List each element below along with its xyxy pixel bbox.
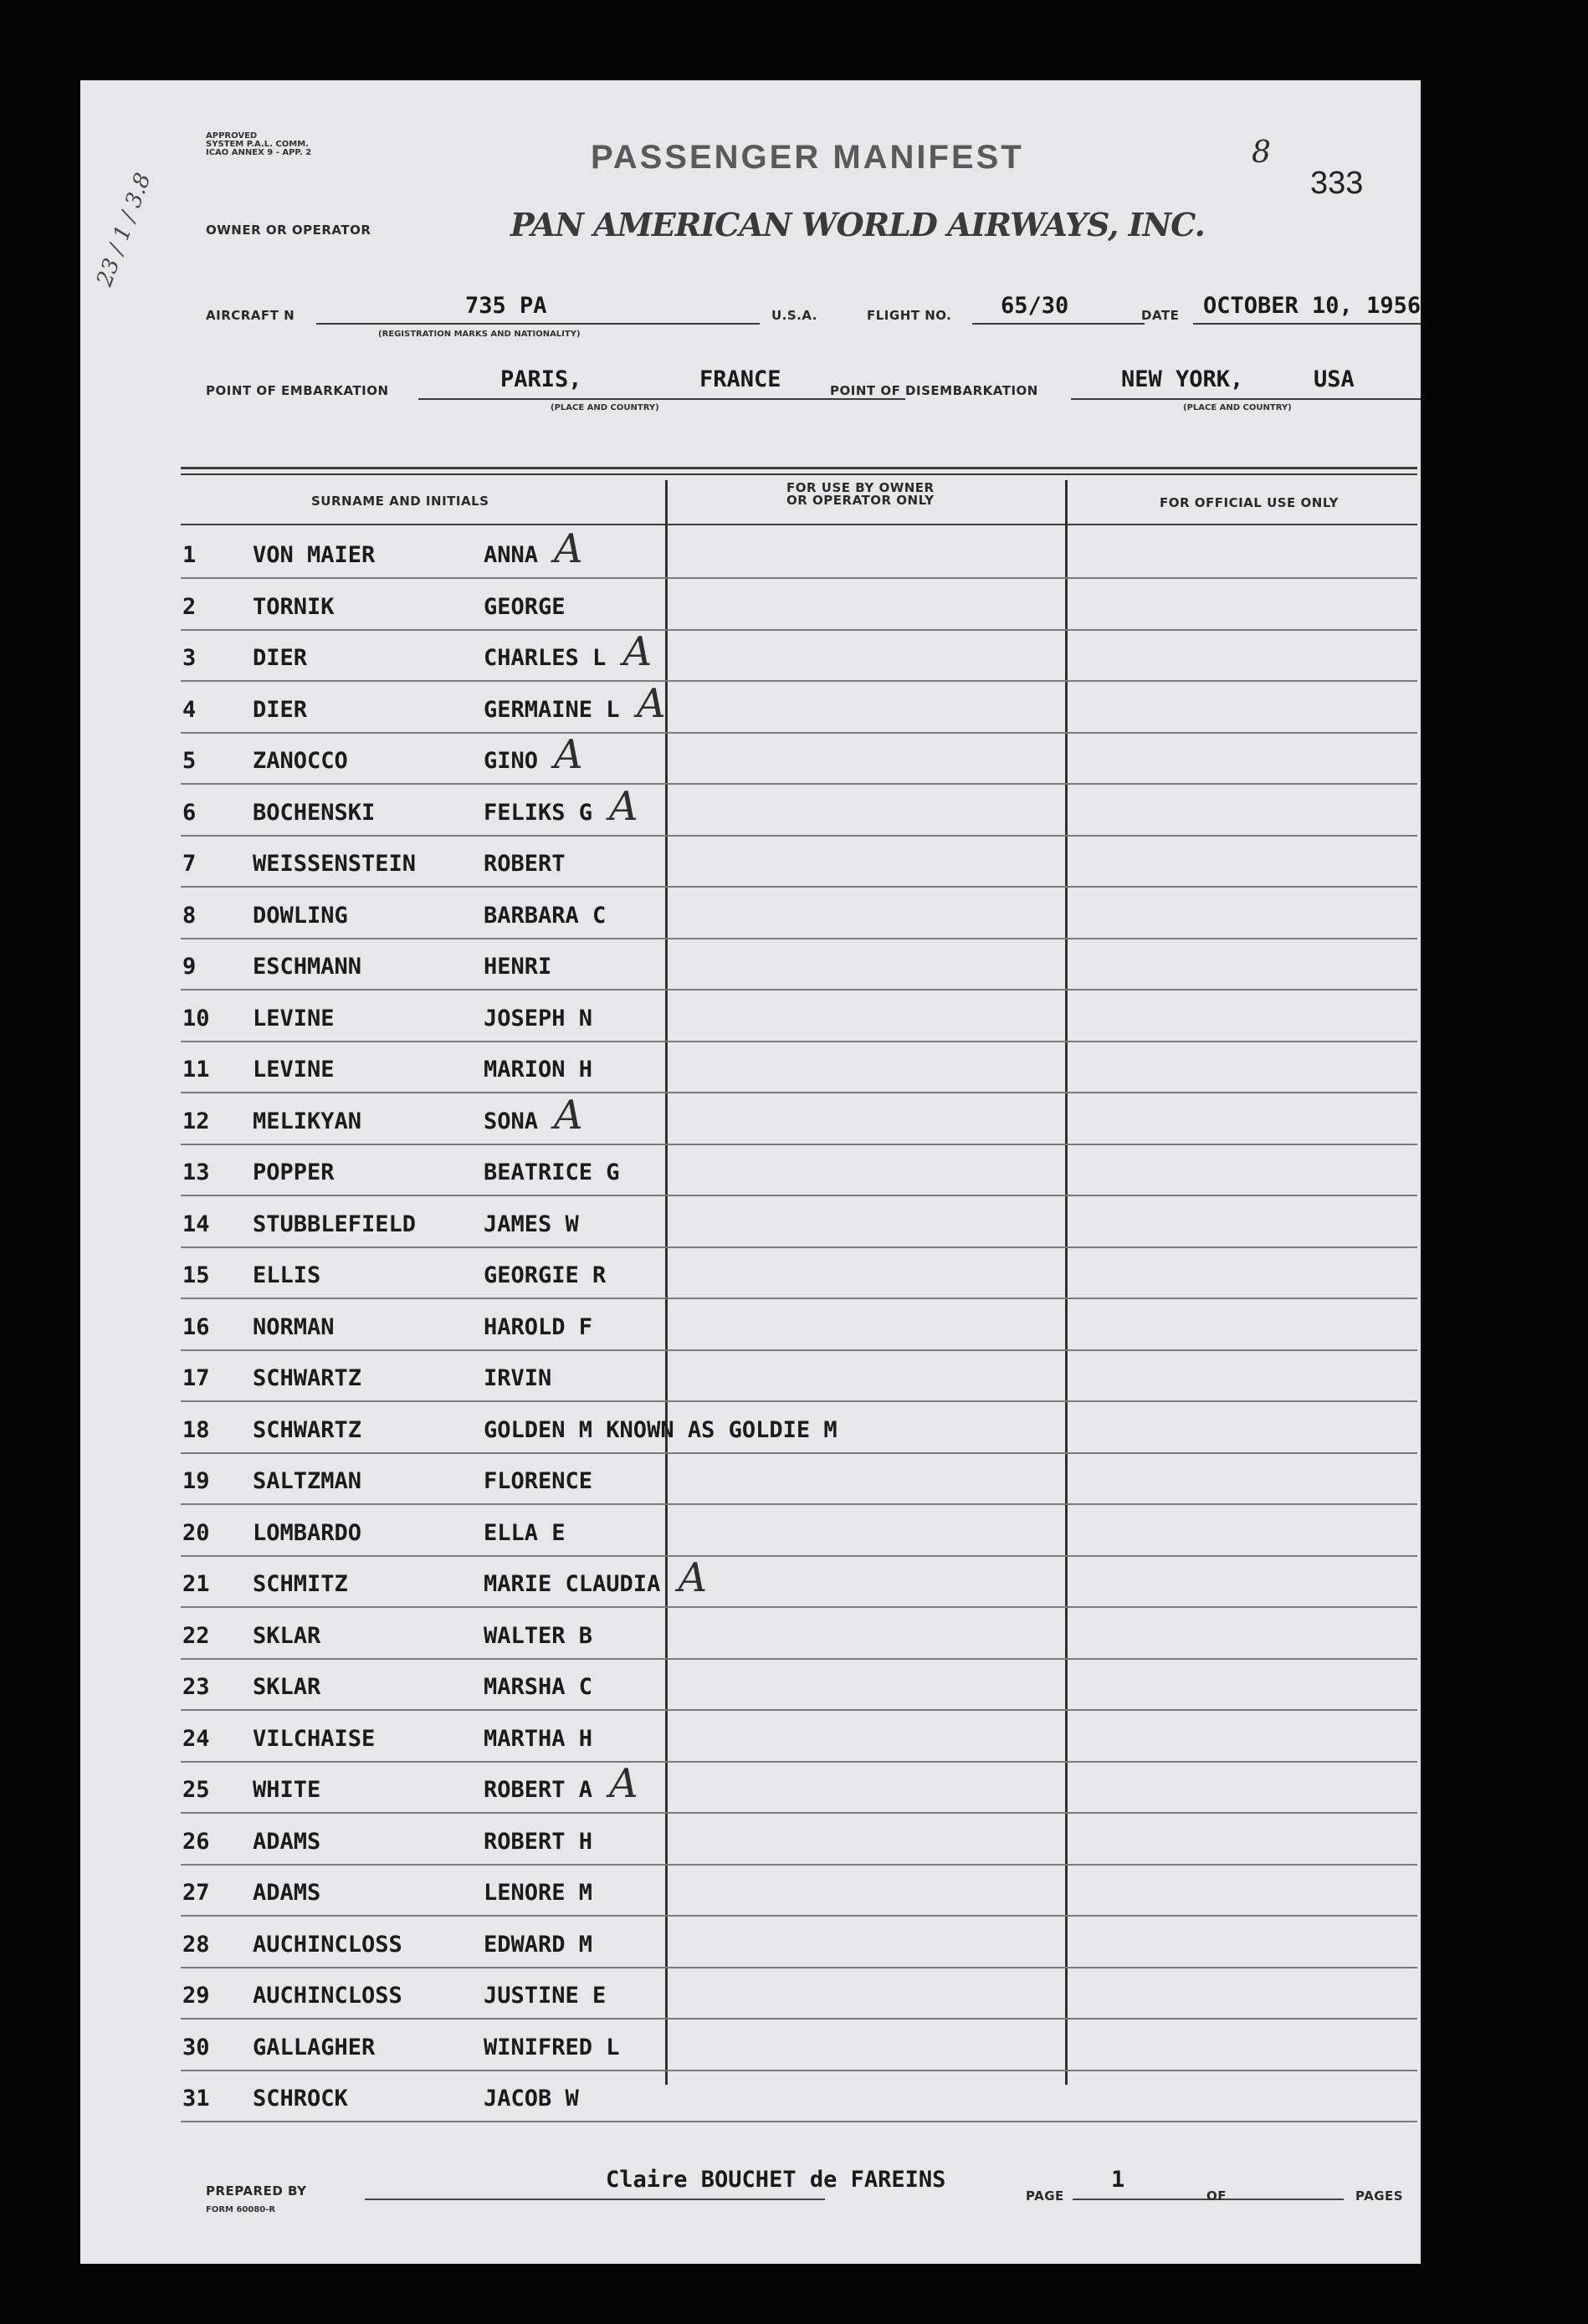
passenger-given-name: JACOB W [484,2086,579,2112]
passenger-given-name: EDWARD M [484,1931,593,1958]
passenger-given-name: LENORE M [484,1880,593,1906]
approved-line3: ICAO ANNEX 9 - APP. 2 [206,148,312,157]
passenger-surname: ESCHMANN [253,954,362,980]
passenger-given-name: CHARLES L [484,645,607,671]
row-rule [181,1967,1417,1968]
row-rule [181,1195,1417,1196]
margin-note: 23 / 1 / 3.8 [92,169,156,290]
row-rule [181,1658,1417,1660]
flight-value: 65/30 [1001,293,1069,319]
column-header-official: FOR OFFICIAL USE ONLY [1160,495,1339,510]
passenger-given-name: HENRI [484,954,552,980]
row-rule [181,835,1417,837]
row-rule [181,732,1417,734]
row-rule [181,1298,1417,1299]
prepared-by-label: PREPARED BY [206,2183,307,2199]
row-number: 28 [182,1931,210,1958]
passenger-surname: DOWLING [253,902,348,929]
passenger-surname: POPPER [253,1159,335,1185]
flight-label: FLIGHT NO. [867,308,952,323]
embarkation-country: FRANCE [699,366,781,392]
passenger-surname: WEISSENSTEIN [253,851,417,877]
row-rule [181,1349,1417,1351]
handwritten-mark: A [637,679,666,727]
owner-value: PAN AMERICAN WORLD AIRWAYS, INC. [510,206,1205,243]
passenger-surname: GALLAGHER [253,2034,376,2060]
approved-line2: SYSTEM P.A.L. COMM. [206,140,309,149]
approved-line1: APPROVED [206,131,258,141]
handwritten-mark: A [554,525,583,572]
row-number: 30 [182,2034,210,2060]
passenger-given-name: JAMES W [484,1211,579,1237]
page-value: 1 [1111,2167,1125,2193]
passenger-surname: DIER [253,645,308,671]
passenger-given-name: GEORGE [484,593,566,620]
handwritten-mark: A [622,628,653,675]
passenger-surname: LOMBARDO [253,1519,362,1546]
manifest-page [80,80,1421,2264]
row-rule [181,938,1417,939]
row-number: 2 [182,593,197,620]
passenger-given-name: HAROLD F [484,1313,593,1340]
row-number: 23 [182,1674,210,1700]
column-header-surname: SURNAME AND INITIALS [311,494,489,509]
disembarkation-label: POINT OF DISEMBARKATION [830,383,1038,398]
row-rule [181,886,1417,888]
column-header-operator [786,482,935,507]
passenger-surname: TORNIK [253,593,335,620]
row-rule [181,1709,1417,1711]
passenger-surname: SCHWARTZ [253,1365,362,1391]
passenger-surname: SCHROCK [253,2086,348,2112]
row-number: 17 [182,1365,210,1391]
operator-header-line2: OR OPERATOR ONLY [786,493,935,508]
row-rule [181,1606,1417,1608]
row-rule [181,680,1417,682]
page-number: 333 [1310,166,1364,201]
pages-label: PAGES [1355,2188,1404,2204]
handwritten-mark: A [609,782,638,830]
row-number: 15 [182,1262,210,1288]
row-number: 18 [182,1416,210,1443]
embarkation-sublabel: (PLACE AND COUNTRY) [551,403,659,412]
passenger-given-name: MARSHA C [484,1674,593,1700]
row-number: 6 [182,799,197,826]
passenger-given-name: ROBERT A [484,1777,593,1803]
passenger-given-name: GERMAINE L [484,696,620,723]
passenger-surname: SKLAR [253,1622,321,1649]
row-rule [181,629,1417,631]
row-rule [181,2018,1417,2019]
handwritten-mark: A [554,1091,583,1139]
row-number: 27 [182,1880,210,1906]
handwritten-mark: A [609,1760,638,1807]
handwritten-page-mark: 8 [1252,136,1271,170]
passenger-surname: ELLIS [253,1262,321,1288]
page-label: PAGE [1026,2188,1064,2204]
operator-header-line1: FOR USE BY OWNER [786,480,935,495]
row-number: 24 [182,1725,210,1752]
passenger-surname: ADAMS [253,1828,321,1855]
handwritten-mark: A [678,1554,708,1601]
passenger-given-name: WALTER B [484,1622,593,1649]
disembarkation-sublabel: (PLACE AND COUNTRY) [1183,403,1292,412]
passenger-surname: AUCHINCLOSS [253,1931,402,1958]
row-number: 10 [182,1005,210,1031]
passenger-surname: VON MAIER [253,542,376,568]
row-number: 1 [182,542,197,568]
passenger-given-name: IRVIN [484,1365,552,1391]
passenger-given-name: WINIFRED L [484,2034,620,2060]
row-rule [181,577,1417,579]
row-number: 22 [182,1622,210,1649]
passenger-given-name: MARION H [484,1057,593,1083]
row-rule [181,2121,1417,2122]
passenger-surname: BOCHENSKI [253,799,376,826]
aircraft-label: AIRCRAFT N [206,308,295,323]
row-number: 20 [182,1519,210,1546]
row-rule [181,1555,1417,1557]
row-rule [181,1092,1417,1093]
row-number: 21 [182,1571,210,1597]
passenger-given-name: ELLA E [484,1519,566,1546]
passenger-given-name: ROBERT H [484,1828,593,1855]
passenger-surname: MELIKYAN [253,1108,362,1134]
passenger-given-name: ROBERT [484,851,566,877]
passenger-surname: SCHWARTZ [253,1416,362,1443]
row-rule [181,1864,1417,1866]
row-rule [181,1144,1417,1145]
date-label: DATE [1141,308,1180,323]
row-number: 26 [182,1828,210,1855]
row-rule [181,1761,1417,1763]
row-number: 8 [182,902,197,929]
handwritten-mark: A [554,731,583,778]
date-value: OCTOBER 10, 1956 [1203,293,1422,319]
row-number: 13 [182,1159,210,1185]
row-number: 12 [182,1108,210,1134]
passenger-given-name: JUSTINE E [484,1983,607,2009]
row-number: 3 [182,645,197,671]
usa-label: U.S.A. [771,308,817,323]
passenger-surname: WHITE [253,1777,321,1803]
row-number: 11 [182,1057,210,1083]
passenger-surname: SKLAR [253,1674,321,1700]
row-rule [181,1400,1417,1402]
passenger-surname: SALTZMAN [253,1468,362,1494]
row-rule [181,1503,1417,1505]
passenger-surname: ADAMS [253,1880,321,1906]
passenger-surname: NORMAN [253,1313,335,1340]
passenger-given-name: ANNA [484,542,539,568]
passenger-surname: STUBBLEFIELD [253,1211,417,1237]
passenger-surname: ZANOCCO [253,748,348,774]
passenger-given-name: JOSEPH N [484,1005,593,1031]
passenger-given-name: SONA [484,1108,539,1134]
embarkation-label: POINT OF EMBARKATION [206,383,389,398]
row-number: 7 [182,851,197,877]
row-number: 4 [182,696,197,723]
disembarkation-city: NEW YORK, [1121,366,1244,392]
row-number: 14 [182,1211,210,1237]
row-number: 19 [182,1468,210,1494]
row-rule [181,1812,1417,1814]
row-rule [181,2070,1417,2071]
passenger-given-name: BARBARA C [484,902,607,929]
disembarkation-country: USA [1314,366,1355,392]
form-title: PASSENGER MANIFEST [591,139,1024,176]
row-number: 16 [182,1313,210,1340]
aircraft-sublabel: (REGISTRATION MARKS AND NATIONALITY) [378,330,581,339]
of-label: OF [1206,2188,1227,2204]
row-number: 29 [182,1983,210,2009]
passenger-given-name: MARIE CLAUDIA [484,1571,661,1597]
passenger-given-name: MARTHA H [484,1725,593,1752]
embarkation-city: PARIS, [500,366,582,392]
passenger-surname: LEVINE [253,1057,335,1083]
owner-label: OWNER OR OPERATOR [206,223,371,238]
passenger-given-name: FLORENCE [484,1468,593,1494]
prepared-by-value: Claire BOUCHET de FAREINS [606,2167,946,2193]
passenger-surname: SCHMITZ [253,1571,348,1597]
passenger-surname: VILCHAISE [253,1725,376,1752]
passenger-given-name: BEATRICE G [484,1159,620,1185]
row-rule [181,1452,1417,1454]
passenger-surname: AUCHINCLOSS [253,1983,402,2009]
row-rule [181,1246,1417,1248]
aircraft-value: 735 PA [465,293,547,319]
row-number: 25 [182,1777,210,1803]
passenger-surname: LEVINE [253,1005,335,1031]
row-rule [181,989,1417,991]
passenger-given-name: GOLDEN M KNOWN AS GOLDIE M [484,1416,838,1443]
approved-stamp [206,132,311,157]
row-number: 31 [182,2086,210,2112]
row-number: 9 [182,954,197,980]
form-code: FORM 60080-R [206,2205,276,2214]
passenger-surname: DIER [253,696,308,723]
row-rule [181,1041,1417,1042]
row-number: 5 [182,748,197,774]
row-rule [181,783,1417,785]
passenger-given-name: GINO [484,748,539,774]
passenger-given-name: FELIKS G [484,799,593,826]
passenger-given-name: GEORGIE R [484,1262,607,1288]
row-rule [181,1915,1417,1917]
